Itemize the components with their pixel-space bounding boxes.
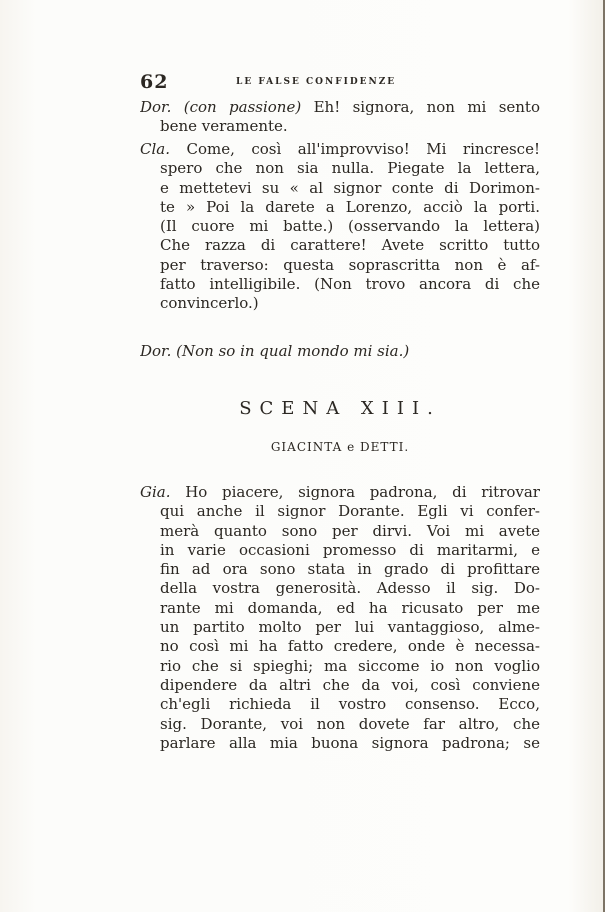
text-line: un partito molto per lui vantaggioso, alme- — [160, 618, 540, 637]
line-text: Ho piacere, signora padrona, di ritrovar — [185, 483, 540, 501]
text-line: per traverso: questa soprascritta non è af- — [160, 255, 540, 274]
text-line: spero che non sia nulla. Piegate la lettera, — [160, 159, 540, 178]
text-line: Che razza di carattere! Avete scritto tutto — [160, 236, 540, 255]
text-line: no così mi ha fatto credere, onde è necessa- — [160, 637, 540, 656]
text-line: della vostra generosità. Adesso il sig. Do- — [160, 579, 540, 598]
speech-claudia — [140, 140, 540, 314]
text-line: rio che si spieghi; ma siccome io non voglio — [160, 656, 540, 675]
text-line: merà quanto sono per dirvi. Voi mi avete — [160, 521, 540, 540]
speaker-name: Cla. — [140, 140, 170, 158]
text-line: fatto intelligibile. (Non trovo ancora di che — [160, 275, 540, 294]
text-line: bene veramente. — [160, 117, 288, 136]
text-line: sig. Dorante, voi non dovete far altro, che — [160, 714, 540, 733]
line-text: Come, così all'improvviso! Mi rincresce! — [186, 140, 540, 158]
page-number: 62 — [140, 71, 169, 93]
running-title: LE FALSE CONFIDENZE — [236, 77, 397, 87]
speaker-name: Dor. — [140, 98, 172, 116]
page-header — [140, 71, 540, 95]
scene-characters: GIACINTA e DETTI. — [270, 440, 410, 454]
text-line: fin ad ora sono stata in grado di profittare — [160, 560, 540, 579]
text-line: convincerlo.) — [160, 294, 259, 313]
text-line: rante mi domanda, ed ha ricusato per me — [160, 598, 540, 617]
text-line: parlare alla mia buona signora padrona; se — [160, 733, 540, 752]
speaker-name: Dor. — [140, 342, 172, 360]
line-text: (Non so in qual mondo mi sia.) — [176, 342, 410, 360]
text-line: e mettetevi su « al signor conte di Dorimon- — [160, 178, 540, 197]
text-line: qui anche il signor Dorante. Egli vi confer- — [160, 502, 540, 521]
text-line: in varie occasioni promesso di maritarmi, e — [160, 540, 540, 559]
speech-dorante-1 — [140, 98, 540, 137]
text-line: (Il cuore mi batte.) (osservando la lettera) — [160, 217, 540, 236]
stage-direction: (con passione) — [183, 98, 302, 116]
text-line — [140, 342, 540, 361]
line-text: Eh! signora, non mi sento — [313, 98, 540, 116]
text-line: dipendere da altri che da voi, così conviene — [160, 675, 540, 694]
text-line: te » Poi la darete a Lorenzo, acciò la porti. — [160, 197, 540, 216]
speech-dorante-2 — [140, 342, 540, 361]
text-line — [140, 140, 540, 159]
speaker-name: Gia. — [140, 483, 171, 501]
text-line — [140, 98, 540, 117]
text-line — [140, 483, 540, 502]
scene-title: SCENA XIII. — [239, 398, 441, 419]
speech-giacinta — [140, 483, 540, 753]
text-line: ch'egli richieda il vostro consenso. Ecco, — [160, 695, 540, 714]
